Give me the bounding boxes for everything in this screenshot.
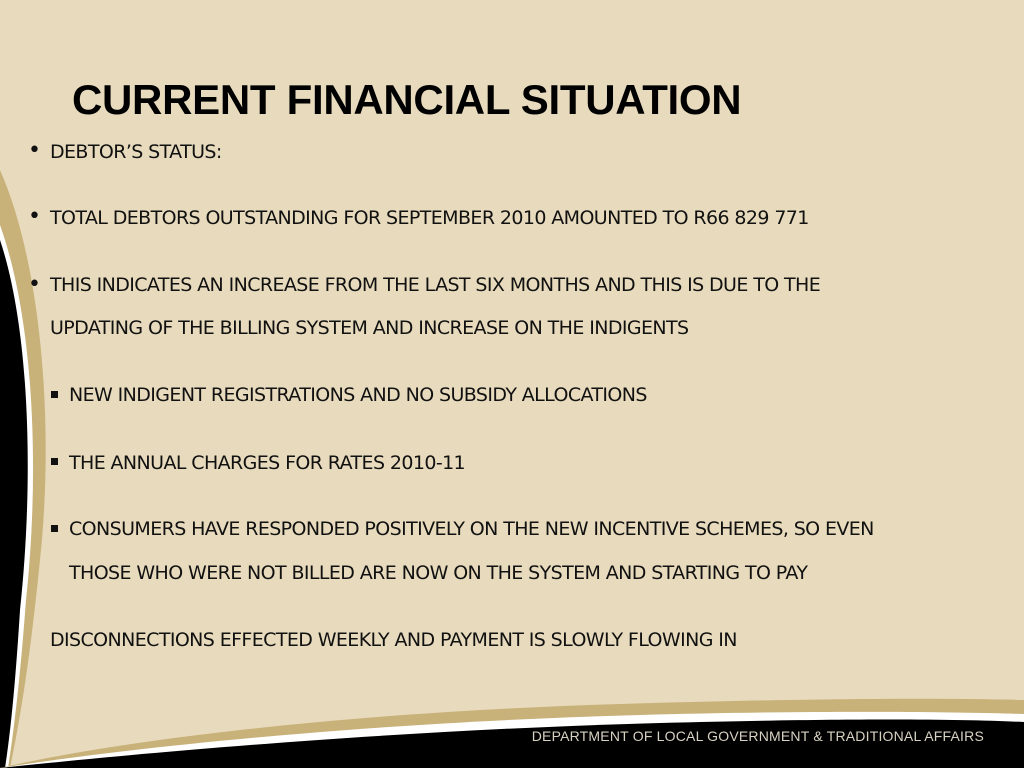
sub-bullet-annual-charges: THE ANNUAL CHARGES FOR RATES 2010-11 — [69, 452, 466, 474]
bullet-dot: • — [28, 204, 41, 229]
bullet-total-debtors: TOTAL DEBTORS OUTSTANDING FOR SEPTEMBER 2010 AMOUNTED TO R66 829 771 — [50, 207, 809, 229]
footer-department: DEPARTMENT OF LOCAL GOVERNMENT & TRADITIONAL AFFAIRS — [531, 728, 984, 744]
bullet-dot: • — [28, 138, 41, 163]
sub-bullet-consumers-line-1: CONSUMERS HAVE RESPONDED POSITIVELY ON THE NEW INCENTIVE SCHEMES, SO EVEN — [69, 518, 874, 540]
closing-line: DISCONNECTIONS EFFECTED WEEKLY AND PAYMENT IS SLOWLY FLOWING IN — [50, 629, 737, 651]
bullet-increase-line-2: UPDATING OF THE BILLING SYSTEM AND INCREASE ON THE INDIGENTS — [50, 317, 689, 339]
sub-bullet-consumers-line-2: THOSE WHO WERE NOT BILLED ARE NOW ON THE SYSTEM AND STARTING TO PAY — [69, 562, 808, 584]
square-bullet — [51, 391, 58, 398]
square-bullet — [51, 458, 58, 465]
slide-title: CURRENT FINANCIAL SITUATION — [72, 76, 742, 123]
bullet-dot: • — [28, 272, 41, 297]
sub-bullet-indigent-registrations: NEW INDIGENT REGISTRATIONS AND NO SUBSIDY ALLOCATIONS — [69, 384, 647, 406]
bullet-increase-line-1: THIS INDICATES AN INCREASE FROM THE LAST SIX MONTHS AND THIS IS DUE TO THE — [50, 274, 821, 296]
square-bullet — [51, 525, 58, 532]
bullet-debtors-status: DEBTOR’S STATUS: — [50, 141, 222, 163]
